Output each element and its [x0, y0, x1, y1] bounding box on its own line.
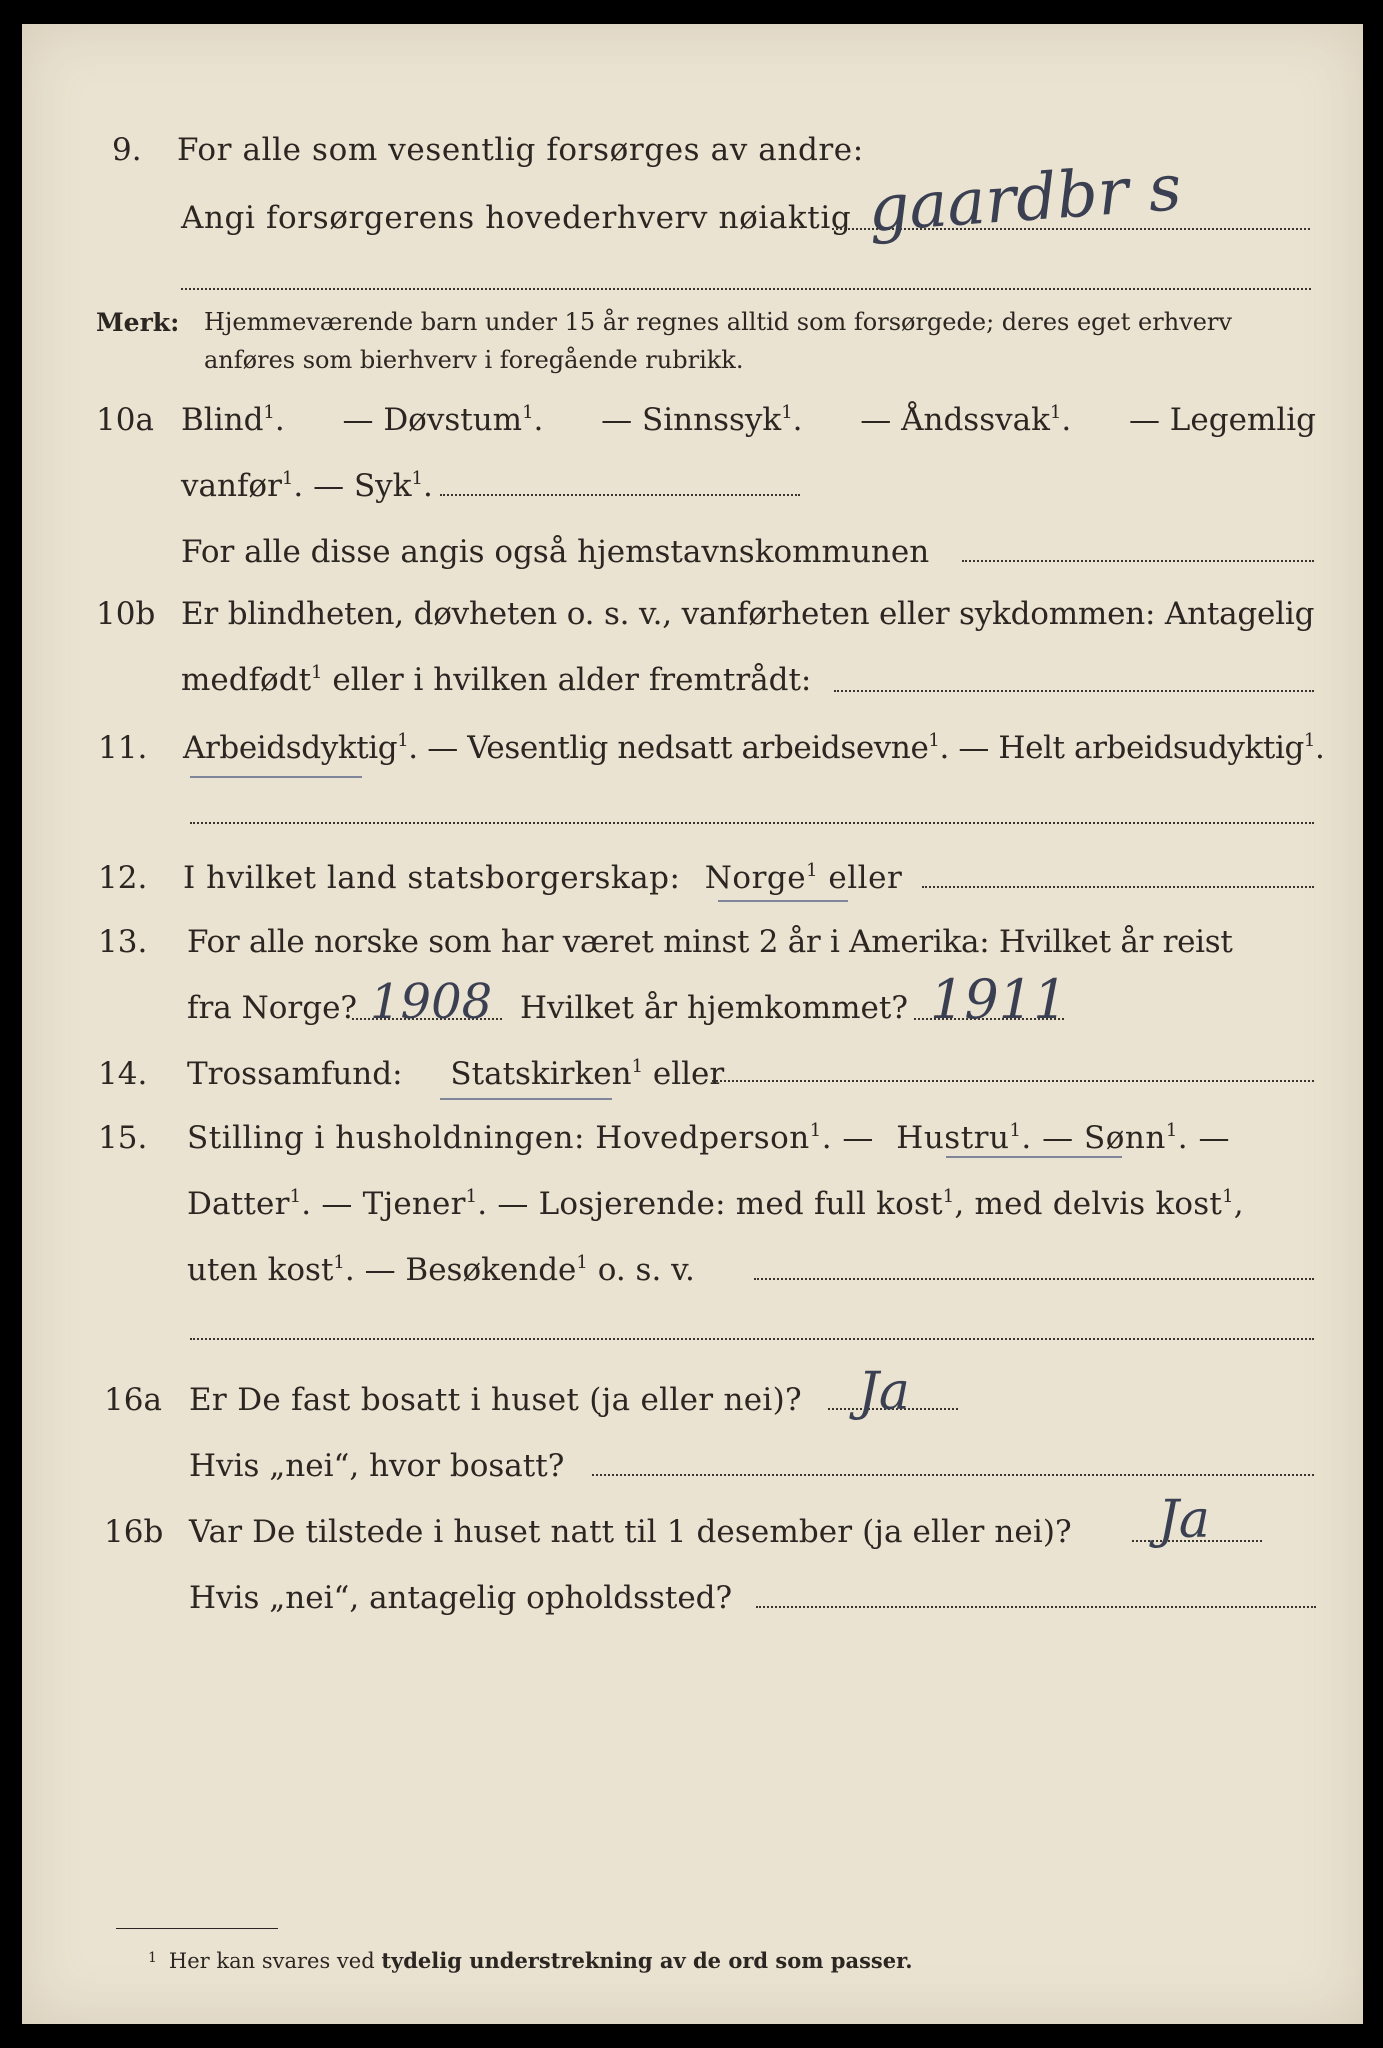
- option-delvis-kost[interactable]: , med delvis kost: [954, 1186, 1223, 1222]
- q13-line2a: fra Norge?: [187, 990, 358, 1026]
- q10a-hjemstavn-line: [962, 560, 1314, 562]
- q16a-line2: Hvis „nei“, hvor bosatt?: [189, 1448, 565, 1484]
- q12-underline-mark: [718, 900, 848, 902]
- option-uten-kost[interactable]: uten kost: [187, 1252, 334, 1288]
- q10a-line2: [181, 468, 433, 504]
- q10a-line1: [181, 402, 1316, 438]
- q14-answer-line: [712, 1080, 1314, 1082]
- q15-second-line: [190, 1338, 1314, 1340]
- option-dovstum[interactable]: — Døvstum$^1$.: [342, 402, 544, 438]
- q10b-line1: Er blindheten, døvheten o. s. v., vanførheten eller sykdommen: Antagelig: [181, 596, 1315, 632]
- q11-number: 11.: [98, 730, 148, 766]
- option-statskirken[interactable]: Statskirken$^1$: [450, 1056, 644, 1092]
- q13-line1: For alle norske som har været minst 2 år i Amerika: Hvilket år reist: [187, 924, 1233, 960]
- q10a-number: 10a: [96, 402, 154, 438]
- q14-line: Trossamfund: Statskirken$^1$ eller: [187, 1056, 725, 1092]
- option-norge[interactable]: Norge$^1$: [704, 860, 819, 896]
- q16b-line2: Hvis „nei“, antagelig opholdssted?: [189, 1580, 733, 1616]
- option-syk[interactable]: — Syk$^1$.: [313, 468, 433, 504]
- option-legemlig[interactable]: — Legemlig: [1128, 402, 1316, 438]
- q10a-line3: For alle disse angis også hjemstavnskommunen: [181, 534, 930, 570]
- option-nedsatt[interactable]: . — Vesentlig nedsatt arbeidsevne: [408, 730, 929, 766]
- q16a-line1: Er De fast bosatt i huset (ja eller nei)?: [189, 1382, 802, 1418]
- option-full-kost[interactable]: . — Losjerende: med full kost: [477, 1186, 943, 1222]
- option-udyktig[interactable]: . — Helt arbeidsudyktig: [939, 730, 1304, 766]
- q16a-bosatt-line: [592, 1474, 1314, 1476]
- q10b-line2: medfødt$^1$ eller i hvilken alder fremtrådt:: [181, 662, 812, 698]
- option-blind[interactable]: Blind$^1$.: [181, 402, 285, 438]
- option-andssvak[interactable]: — Åndssvak$^1$.: [860, 402, 1072, 438]
- q13-number: 13.: [98, 924, 148, 960]
- q9-number: 9.: [112, 132, 142, 168]
- q12-answer-line: [922, 886, 1314, 888]
- merk-line2: anføres som bierhverv i foregående rubrikk.: [204, 346, 744, 374]
- merk-label: Merk:: [96, 308, 180, 337]
- q14-number: 14.: [98, 1056, 148, 1092]
- q15-answer-line: [754, 1278, 1314, 1280]
- q10a-syk-line: [440, 494, 800, 496]
- q12-number: 12.: [98, 860, 148, 896]
- option-besokende[interactable]: . — Besøkende: [344, 1252, 577, 1288]
- q11-line: Arbeidsdyktig$^1$. — Vesentlig nedsatt arbeidsevne$^1$. — Helt arbeidsudyktig$^1$.: [183, 730, 1325, 766]
- q15-line2: Datter$^1$. — Tjener$^1$. — Losjerende: med full kost$^1$, med delvis kost$^1$,: [187, 1186, 1244, 1222]
- option-hovedperson[interactable]: Stilling i husholdningen: Hovedperson$^1$: [187, 1120, 822, 1156]
- q11-underline-mark: [190, 776, 362, 778]
- q13-handwritten-year-return[interactable]: 1911: [930, 968, 1068, 1031]
- q15-line1: Stilling i husholdningen: Hovedperson$^1$. — Hustru$^1$. — Sønn$^1$. —: [187, 1120, 1230, 1156]
- q16a-number: 16a: [104, 1382, 162, 1418]
- merk-line1: Hjemmeværende barn under 15 år regnes alltid som forsørgede; deres eget erhverv: [204, 308, 1232, 336]
- option-tjener[interactable]: . — Tjener: [301, 1186, 466, 1222]
- q10b-answer-line: [834, 690, 1314, 692]
- option-sinnssyk[interactable]: — Sinnssyk$^1$.: [601, 402, 803, 438]
- q15-number: 15.: [98, 1120, 148, 1156]
- q9-line1: For alle som vesentlig forsørges av andre:: [177, 132, 864, 168]
- q9-line2: Angi forsørgerens hovederhverv nøiaktig: [181, 200, 852, 236]
- q16b-line1: Var De tilstede i huset natt til 1 desember (ja eller nei)?: [189, 1514, 1072, 1550]
- q9-handwritten-answer[interactable]: gaardbr s: [865, 151, 1184, 247]
- footnote: $^1$ Her kan svares ved tydelig understrekning av de ord som passer.: [148, 1948, 913, 1973]
- option-vanfor[interactable]: vanfør$^1$.: [181, 468, 304, 504]
- q13-handwritten-year-left[interactable]: 1908: [370, 974, 493, 1030]
- q12-line: I hvilket land statsborgerskap: Norge$^1$ eller: [183, 860, 903, 896]
- q16b-opholdssted-line: [756, 1606, 1316, 1608]
- q11-answer-line: [190, 822, 1314, 824]
- option-datter[interactable]: Datter: [187, 1186, 290, 1222]
- q15-line3: uten kost$^1$. — Besøkende$^1$ o. s. v.: [187, 1252, 695, 1288]
- option-medfodt[interactable]: medfødt$^1$: [181, 662, 323, 698]
- option-hustru[interactable]: Hustru$^1$: [896, 1120, 1022, 1156]
- q9-second-line: [181, 288, 1311, 290]
- footnote-rule: [116, 1928, 278, 1929]
- q14-underline-mark: [440, 1098, 612, 1100]
- q13-line2b: Hvilket år hjemkommet?: [520, 990, 908, 1026]
- q10b-number: 10b: [96, 596, 156, 632]
- option-arbeidsdyktig[interactable]: Arbeidsdyktig: [183, 730, 398, 766]
- q16b-number: 16b: [104, 1514, 164, 1550]
- q15-underline-mark: [946, 1156, 1122, 1158]
- q16a-handwritten-answer[interactable]: Ja: [858, 1362, 910, 1422]
- q16b-handwritten-answer[interactable]: Ja: [1158, 1490, 1210, 1550]
